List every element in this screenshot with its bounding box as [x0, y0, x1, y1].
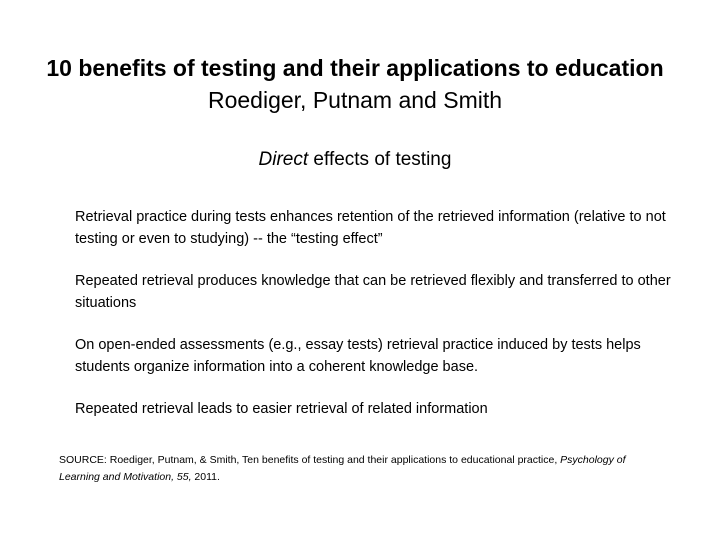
benefit-item-3: On open-ended assessments (e.g., essay tests) retrieval practice induced by tests helps students organize information into a coherent knowledge base.	[75, 337, 641, 375]
slide-title: 10 benefits of testing and their applications to education	[46, 55, 664, 81]
source-journal: Psychology of Learning and Motivation, 55,	[59, 454, 626, 483]
title-block	[0, 52, 710, 116]
benefit-item-4: Repeated retrieval leads to easier retrieval of related information	[75, 401, 488, 417]
benefit-item-2: Repeated retrieval produces knowledge that can be retrieved flexibly and transferred to other situations	[75, 273, 671, 311]
benefit-list	[75, 206, 675, 440]
source-prefix: SOURCE: Roediger, Putnam, & Smith, Ten benefits of testing and their applications to educational practice,	[59, 454, 561, 466]
section-heading-emphasis: Direct	[258, 149, 309, 170]
section-heading	[0, 147, 710, 173]
section-heading-rest: effects of testing	[308, 149, 452, 170]
source-suffix: 2011.	[191, 471, 220, 483]
slide-authors: Roediger, Putnam and Smith	[207, 87, 503, 113]
benefit-item-1: Retrieval practice during tests enhances retention of the retrieved information (relative to not testing or even to studying) -- the “testing effect”	[75, 209, 666, 247]
source-citation	[59, 452, 669, 486]
